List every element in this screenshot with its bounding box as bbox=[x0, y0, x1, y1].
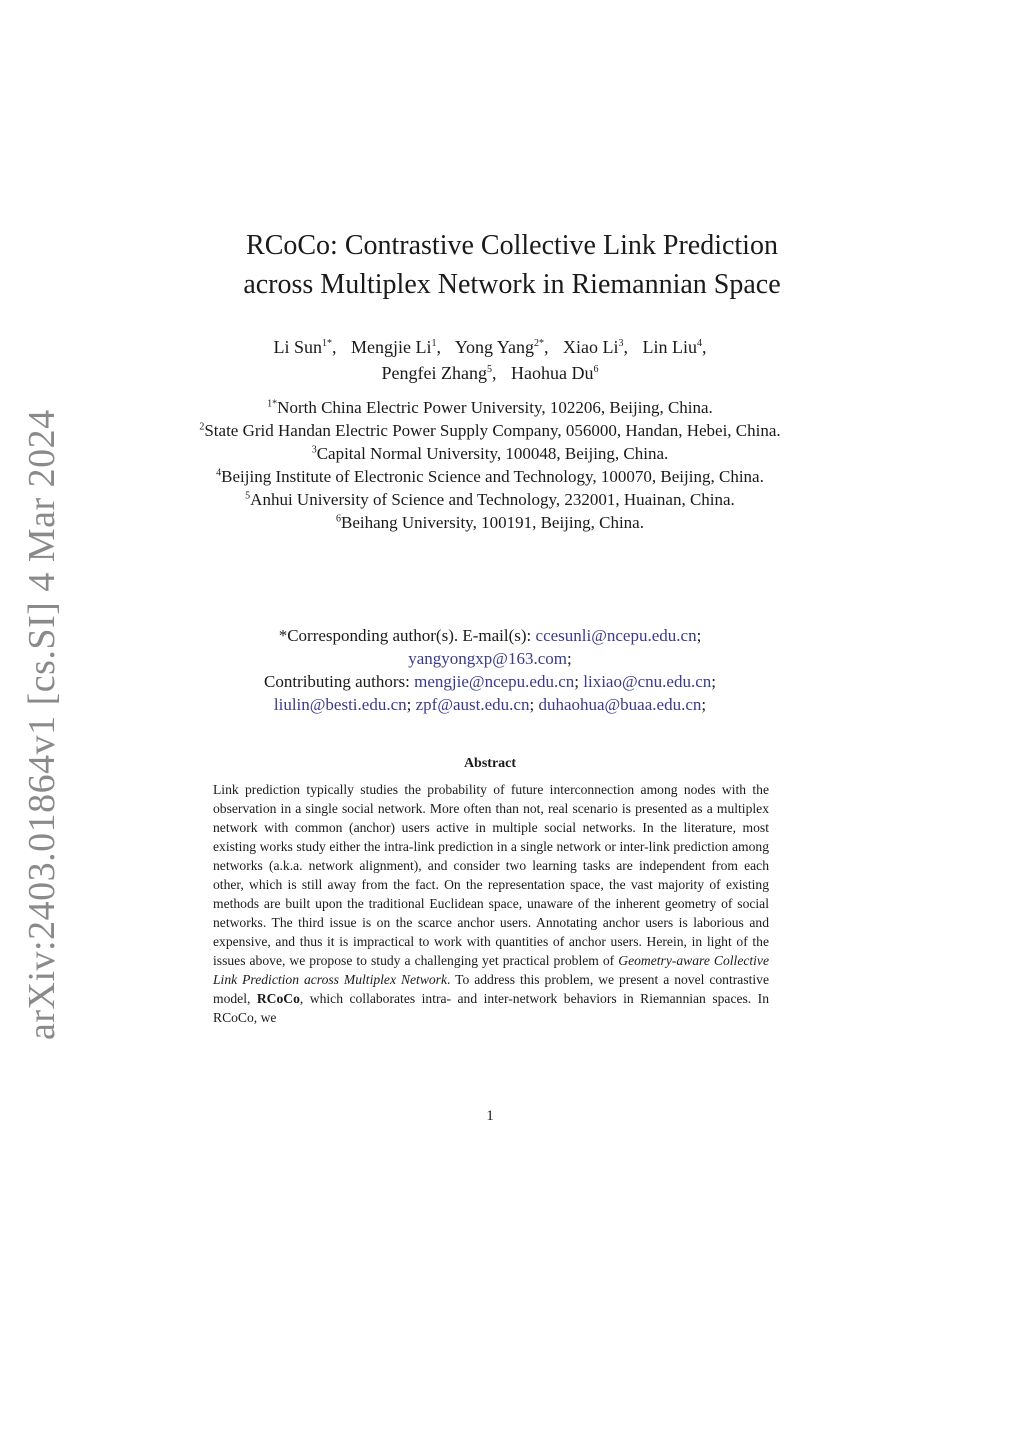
affiliation-marker: 1* bbox=[267, 398, 278, 410]
contributing-label: Contributing authors: bbox=[263, 672, 410, 691]
author-line-1: Li Sun$^{1*}$, Mengjie Li$^1$, Yong Yang$^{2*}$, Xiao Li$^3$, Lin Liu$^4$, bbox=[273, 337, 707, 357]
affiliation-item bbox=[190, 488, 790, 511]
corresponding-label: *Corresponding author(s). E-mail(s): bbox=[278, 626, 532, 645]
abstract-body bbox=[213, 780, 769, 1027]
author-name: Lin Liu bbox=[642, 337, 698, 357]
email-link[interactable]: duhaohua@buaa.edu.cn bbox=[538, 695, 702, 714]
affiliation-item bbox=[190, 419, 790, 442]
author-affil-marker: 1 bbox=[431, 338, 437, 349]
affiliation-list bbox=[190, 396, 790, 534]
affiliation-text: State Grid Handan Electric Power Supply Company, 056000, Handan, Hebei, China. bbox=[204, 421, 781, 440]
affiliation-item bbox=[190, 442, 790, 465]
author-affil-marker: 1* bbox=[321, 338, 332, 349]
author-line-2: Pengfei Zhang$^5$, Haohua Du$^6$ bbox=[381, 363, 599, 383]
abstract-text: , which collaborates intra- and inter-network behaviors in Riemannian spaces. In RCoCo, we bbox=[213, 991, 770, 1025]
affiliation-marker: 4 bbox=[216, 467, 222, 479]
author-name: Mengjie Li bbox=[350, 337, 432, 357]
affiliation-text: Capital Normal University, 100048, Beijing, China. bbox=[316, 444, 669, 463]
author-list bbox=[0, 334, 980, 386]
title-line-2: across Multiplex Network in Riemannian Space bbox=[243, 269, 781, 300]
author-name: Yong Yang bbox=[454, 337, 535, 357]
abstract-text: Link prediction typically studies the probability of future interconnection among nodes with the observation in a single social network. More often than not, real scenario is presented as a multiplex network with common (anchor) users active in multiple social networks. In the literature, most existing works study either the intra-link prediction in a single network or inter-link prediction among networks (a.k.a. network alignment), and consider two learning tasks are independent from each other, which is still away from the fact. On the representation space, the vast majority of existing methods are built upon the traditional Euclidean space, unaware of the inherent geometry of social networks. The third issue is on the scarce anchor users. Annotating anchor users is laborious and expensive, and thus it is impractical to work with quantities of anchor users. Herein, in light of the issues above, we propose to study a challenging yet practical problem of bbox=[213, 782, 769, 968]
email-link[interactable]: yangyongxp@163.com bbox=[408, 649, 567, 668]
author-affil-marker: 4 bbox=[697, 338, 703, 349]
abstract-heading: Abstract bbox=[463, 756, 517, 771]
email-link[interactable]: liulin@besti.edu.cn bbox=[273, 695, 407, 714]
author-name: Li Sun bbox=[273, 337, 322, 357]
affiliation-text: Beijing Institute of Electronic Science and Technology, 100070, Beijing, China. bbox=[221, 467, 764, 486]
affiliation-item bbox=[190, 511, 790, 534]
email-link[interactable]: mengjie@ncepu.edu.cn bbox=[414, 672, 575, 691]
affiliation-marker: 5 bbox=[245, 490, 251, 502]
abstract-problem-name: Geometry-aware Collective Link Prediction across Multiplex Network bbox=[213, 953, 770, 987]
email-link[interactable]: lixiao@cnu.edu.cn bbox=[583, 672, 712, 691]
author-affil-marker: 3 bbox=[618, 338, 624, 349]
affiliation-marker: 3 bbox=[311, 444, 317, 456]
author-name: Xiao Li bbox=[563, 337, 619, 357]
author-affil-marker: 6 bbox=[593, 364, 599, 375]
email-link[interactable]: ccesunli@ncepu.edu.cn bbox=[535, 626, 697, 645]
affiliation-marker: 6 bbox=[336, 513, 341, 525]
author-affil-marker: 5 bbox=[486, 364, 492, 375]
page-number: 1 bbox=[486, 1108, 494, 1124]
author-name: Pengfei Zhang bbox=[381, 363, 487, 383]
affiliation-text: Beihang University, 100191, Beijing, China. bbox=[341, 513, 644, 532]
abstract-model-name: RCoCo bbox=[256, 991, 300, 1006]
paper-title bbox=[0, 226, 1024, 304]
email-link[interactable]: zpf@aust.edu.cn bbox=[415, 695, 530, 714]
affiliation-marker: 2 bbox=[199, 421, 205, 433]
author-affil-marker: 2* bbox=[534, 338, 545, 349]
abstract-text: . To address this problem, we present a novel contrastive model, bbox=[213, 972, 769, 1006]
affiliation-text: North China Electric Power University, 102206, Beijing, China. bbox=[277, 398, 713, 417]
affiliation-item bbox=[190, 465, 790, 488]
author-name: Haohua Du bbox=[510, 363, 594, 383]
affiliation-text: Anhui University of Science and Technology, 232001, Huainan, China. bbox=[250, 490, 735, 509]
affiliation-item bbox=[190, 396, 790, 419]
arxiv-identifier-stamp: arXiv:2403.01864v1 [cs.SI] 4 Mar 2024 bbox=[21, 409, 63, 1040]
contact-block: *Corresponding author(s). E-mail(s): ccesunli@ncepu.edu.cn; yangyongxp@163.com; Contributing authors: mengjie@ncepu.edu.cn; lixiao@cnu.edu.cn; liulin@besti.edu.cn; zpf@aust.edu.cn; duhaohua@buaa.edu.cn; bbox=[263, 626, 716, 714]
title-line-1: RCoCo: Contrastive Collective Link Prediction bbox=[246, 230, 778, 261]
